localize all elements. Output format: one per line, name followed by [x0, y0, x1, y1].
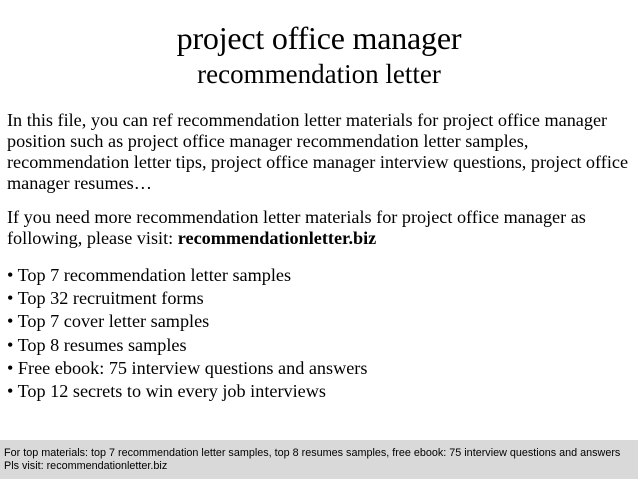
list-item: • Top 8 resumes samples [7, 334, 187, 355]
slide-subtitle: recommendation letter [197, 59, 441, 89]
footer-line-materials: For top materials: top 7 recommendation letter samples, top 8 resumes samples, free ebook: 75 interview questions and answers [4, 447, 621, 459]
slide-title: project office manager [176, 20, 462, 56]
list-item: • Top 12 secrets to win every job interviews [7, 380, 326, 401]
list-item: • Free ebook: 75 interview questions and answers [7, 357, 368, 378]
footer-bar [0, 440, 638, 479]
more-info-text: If you need more recommendation letter materials for project office manager as following, please visit: [7, 207, 586, 248]
intro-paragraph: In this file, you can ref recommendation letter materials for project office manager position such as project office manager recommendation letter samples, recommendation letter tips, project office manager interview questions, project office manager resumes… [7, 110, 629, 193]
list-item: • Top 7 recommendation letter samples [7, 265, 292, 285]
website-link[interactable]: recommendationletter.biz [177, 228, 377, 248]
footer-line-visit: Pls visit: recommendationletter.biz [4, 460, 168, 472]
bullet-list [7, 265, 367, 404]
list-item: • Top 7 cover letter samples [7, 311, 210, 332]
more-info-paragraph [7, 207, 633, 249]
list-item: • Top 32 recruitment forms [7, 288, 204, 309]
